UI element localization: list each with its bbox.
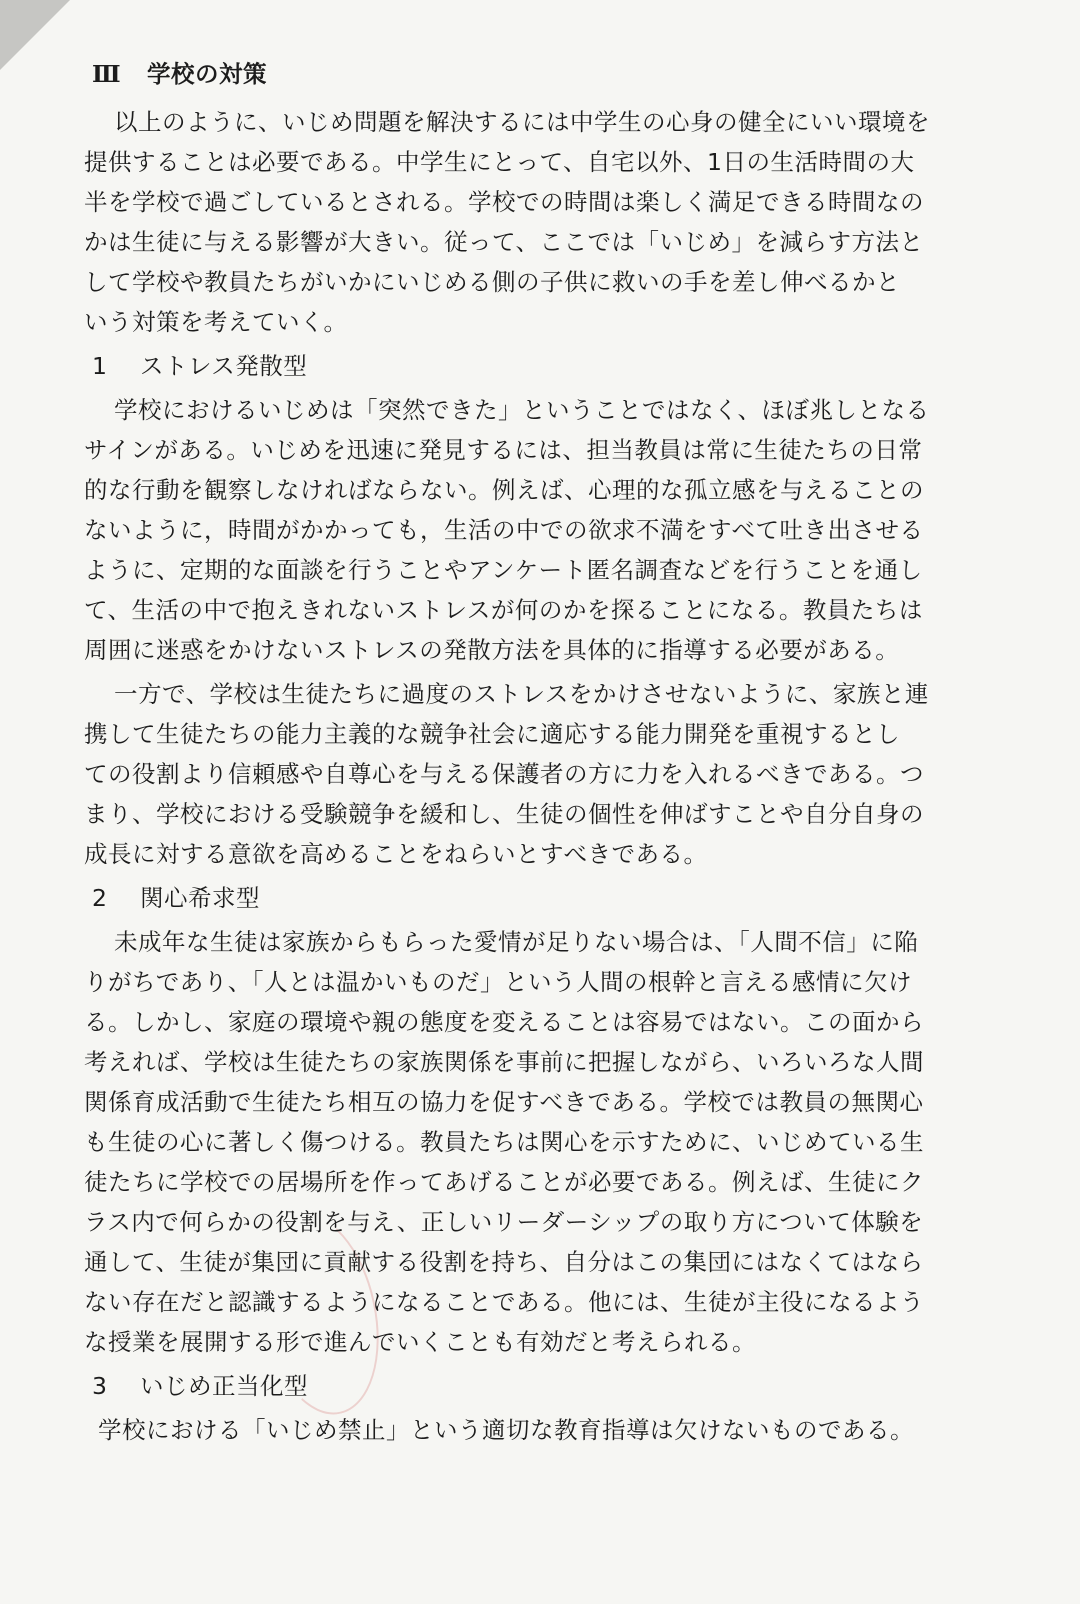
subsection-title: いじめ正当化型: [140, 1372, 308, 1400]
paragraph-line: りがちであり、「人とは温かいものだ」という人間の根幹と言える感情に欠け: [84, 968, 913, 996]
paragraph-line: 成長に対する意欲を高めることをねらいとすべきである。: [84, 840, 708, 868]
paragraph-line: ラス内で何らかの役割を与え、正しいリーダーシップの取り方について体験を: [84, 1208, 924, 1236]
subsection-number: 2: [92, 884, 108, 912]
section-heading: [84, 54, 984, 94]
subsection-heading-3: [84, 1366, 984, 1406]
subsection-title: 関心希求型: [140, 884, 260, 912]
subsection-3-paragraph-1: [84, 1410, 984, 1450]
section-number: Ⅲ: [92, 60, 122, 88]
paragraph-line: サインがある。いじめを迅速に発見するには、担当教員は常に生徒たちの日常: [84, 436, 923, 464]
subsection-title: ストレス発散型: [140, 352, 308, 380]
paragraph-line: 徒たちに学校での居場所を作ってあげることが必要である。例えば、生徒にク: [84, 1168, 924, 1196]
paragraph-line: 学校における「いじめ禁止」という適切な教育指導は欠けないものである。: [98, 1416, 914, 1444]
paragraph-line: 未成年な生徒は家族からもらった愛情が足りない場合は、「人間不信」に陥: [114, 928, 919, 956]
subsection-2-paragraph-1: [84, 922, 984, 1362]
paragraph-line: 一方で、学校は生徒たちに過度のストレスをかけさせないように、家族と連: [114, 680, 929, 708]
paragraph-line: も生徒の心に著しく傷つける。教員たちは関心を示すために、いじめている生: [84, 1128, 924, 1156]
paragraph-line: な授業を展開する形で進んでいくことも有効だと考えられる。: [84, 1328, 756, 1356]
intro-paragraph: [84, 102, 984, 342]
subsection-heading-1: [84, 346, 984, 386]
subsection-heading-2: [84, 878, 984, 918]
paragraph-line: 携して生徒たちの能力主義的な競争社会に適応する能力開発を重視するとし: [84, 720, 900, 748]
intro-line: 提供することは必要である。中学生にとって、自宅以外、1日の生活時間の大: [84, 148, 915, 176]
intro-line: 半を学校で過ごしているとされる。学校での時間は楽しく満足できる時間なの: [84, 188, 924, 216]
subsection-1-paragraph-2: [84, 674, 984, 874]
paragraph-line: ない存在だと認識するようになることである。他には、生徒が主役になるよう: [84, 1288, 924, 1316]
paragraph-line: 周囲に迷惑をかけないストレスの発散方法を具体的に指導する必要がある。: [84, 636, 900, 664]
paragraph-line: 考えれば、学校は生徒たちの家族関係を事前に把握しながら、いろいろな人間: [84, 1048, 924, 1076]
subsection-number: 3: [92, 1372, 108, 1400]
subsection-number: 1: [92, 352, 108, 380]
section-title: 学校の対策: [147, 60, 267, 88]
paragraph-line: て、生活の中で抱えきれないストレスが何のかを探ることになる。教員たちは: [84, 596, 923, 624]
paragraph-line: 学校におけるいじめは「突然できた」ということではなく、ほぼ兆しとなる: [114, 396, 930, 424]
intro-line: かは生徒に与える影響が大きい。従って、ここでは「いじめ」を減らす方法と: [84, 228, 924, 256]
intro-line: 以上のように、いじめ問題を解決するには中学生の心身の健全にいい環境を: [114, 108, 930, 136]
paragraph-line: る。しかし、家庭の環境や親の態度を変えることは容易ではない。この面から: [84, 1008, 924, 1036]
paragraph-line: 的な行動を観察しなければならない。例えば、心理的な孤立感を与えることの: [84, 476, 924, 504]
paragraph-line: 関係育成活動で生徒たち相互の協力を促すべきである。学校では教員の無関心: [84, 1088, 924, 1116]
document-body: [84, 54, 984, 1454]
intro-line: いう対策を考えていく。: [84, 308, 348, 336]
paragraph-line: ように、定期的な面談を行うことやアンケート匿名調査などを行うことを通し: [84, 556, 923, 584]
subsection-1-paragraph-1: [84, 390, 984, 670]
paragraph-line: 通して、生徒が集団に貢献する役割を持ち、自分はこの集団にはなくてはなら: [84, 1248, 924, 1276]
page-corner-shadow: [0, 0, 70, 70]
paragraph-line: ないように，時間がかかっても，生活の中での欲求不満をすべて吐き出させる: [84, 516, 924, 544]
paragraph-line: まり、学校における受験競争を緩和し、生徒の個性を伸ばすことや自分自身の: [84, 800, 924, 828]
intro-line: して学校や教員たちがいかにいじめる側の子供に救いの手を差し伸べるかと: [84, 268, 900, 296]
paragraph-line: ての役割より信頼感や自尊心を与える保護者の方に力を入れるべきである。つ: [84, 760, 924, 788]
